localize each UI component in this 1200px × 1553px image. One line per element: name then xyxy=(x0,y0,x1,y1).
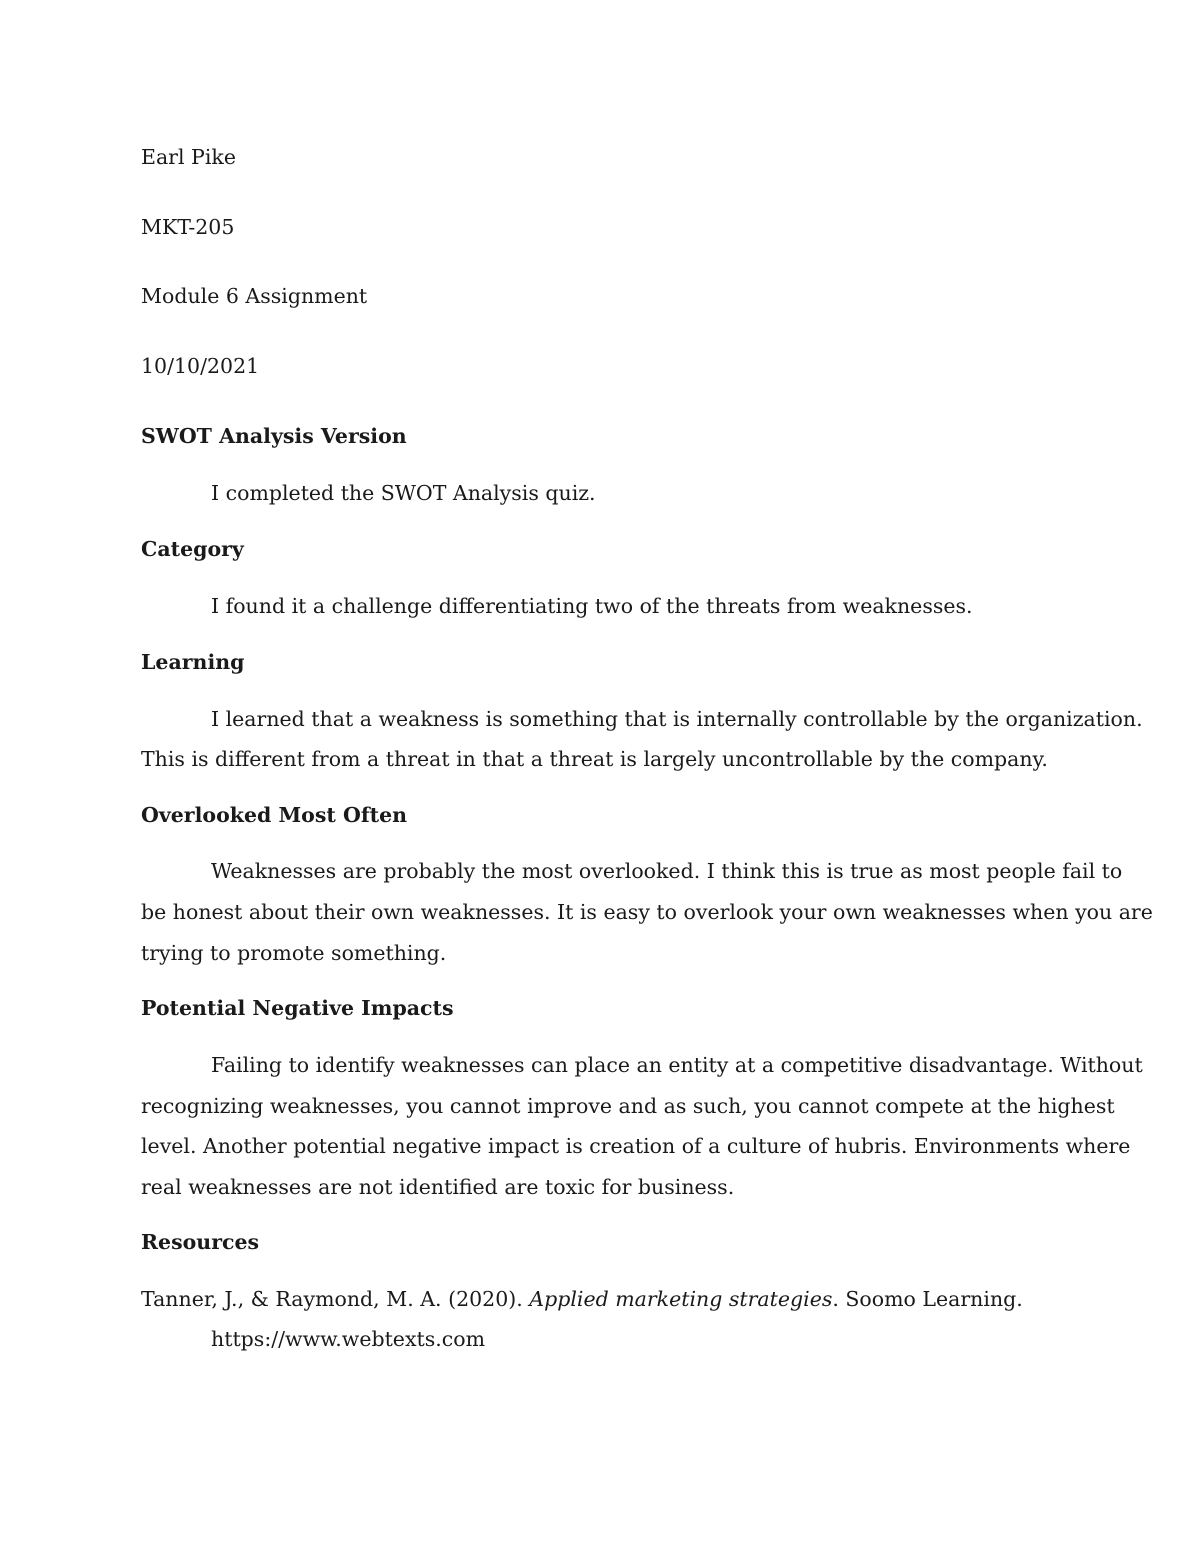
citation-title: Applied marketing strategies xyxy=(529,1287,833,1311)
citation xyxy=(141,1289,1023,1310)
paragraph-line: I learned that a weakness is something that is internally controllable by the organization. xyxy=(211,707,1143,731)
section-heading-negative-impacts: Potential Negative Impacts xyxy=(141,996,454,1020)
section-heading-learning: Learning xyxy=(141,650,245,674)
paragraph-line: trying to promote something. xyxy=(141,941,447,965)
section-heading-category: Category xyxy=(141,537,244,561)
citation-publisher: . Soomo Learning. xyxy=(832,1287,1023,1311)
submission-date: 10/10/2021 xyxy=(141,354,260,378)
assignment-title: Module 6 Assignment xyxy=(141,284,368,308)
paragraph-line: I found it a challenge differentiating two of the threats from weaknesses. xyxy=(211,594,973,618)
section-heading-swot-version: SWOT Analysis Version xyxy=(141,424,407,448)
section-heading-resources: Resources xyxy=(141,1230,260,1254)
section-heading-overlooked: Overlooked Most Often xyxy=(141,803,408,827)
author-name: Earl Pike xyxy=(141,145,236,169)
citation-url: https://www.webtexts.com xyxy=(211,1327,486,1351)
citation-authors: Tanner, J., & Raymond, M. A. (2020). xyxy=(141,1287,530,1311)
paragraph-line: I completed the SWOT Analysis quiz. xyxy=(211,481,596,505)
paragraph-line: Weaknesses are probably the most overlooked. I think this is true as most people fail to xyxy=(211,859,1123,883)
paragraph-line: Failing to identify weaknesses can place an entity at a competitive disadvantage. Without xyxy=(211,1053,1143,1077)
paragraph-line: real weaknesses are not identified are toxic for business. xyxy=(141,1175,735,1199)
paragraph-line: recognizing weaknesses, you cannot improve and as such, you cannot compete at the highest xyxy=(141,1094,1115,1118)
paragraph-line: be honest about their own weaknesses. It is easy to overlook your own weaknesses when you are xyxy=(141,900,1153,924)
course-code: MKT-205 xyxy=(141,215,235,239)
paragraph-line: level. Another potential negative impact is creation of a culture of hubris. Environments where xyxy=(141,1134,1131,1158)
paragraph-line: This is different from a threat in that a threat is largely uncontrollable by the company. xyxy=(141,747,1048,771)
